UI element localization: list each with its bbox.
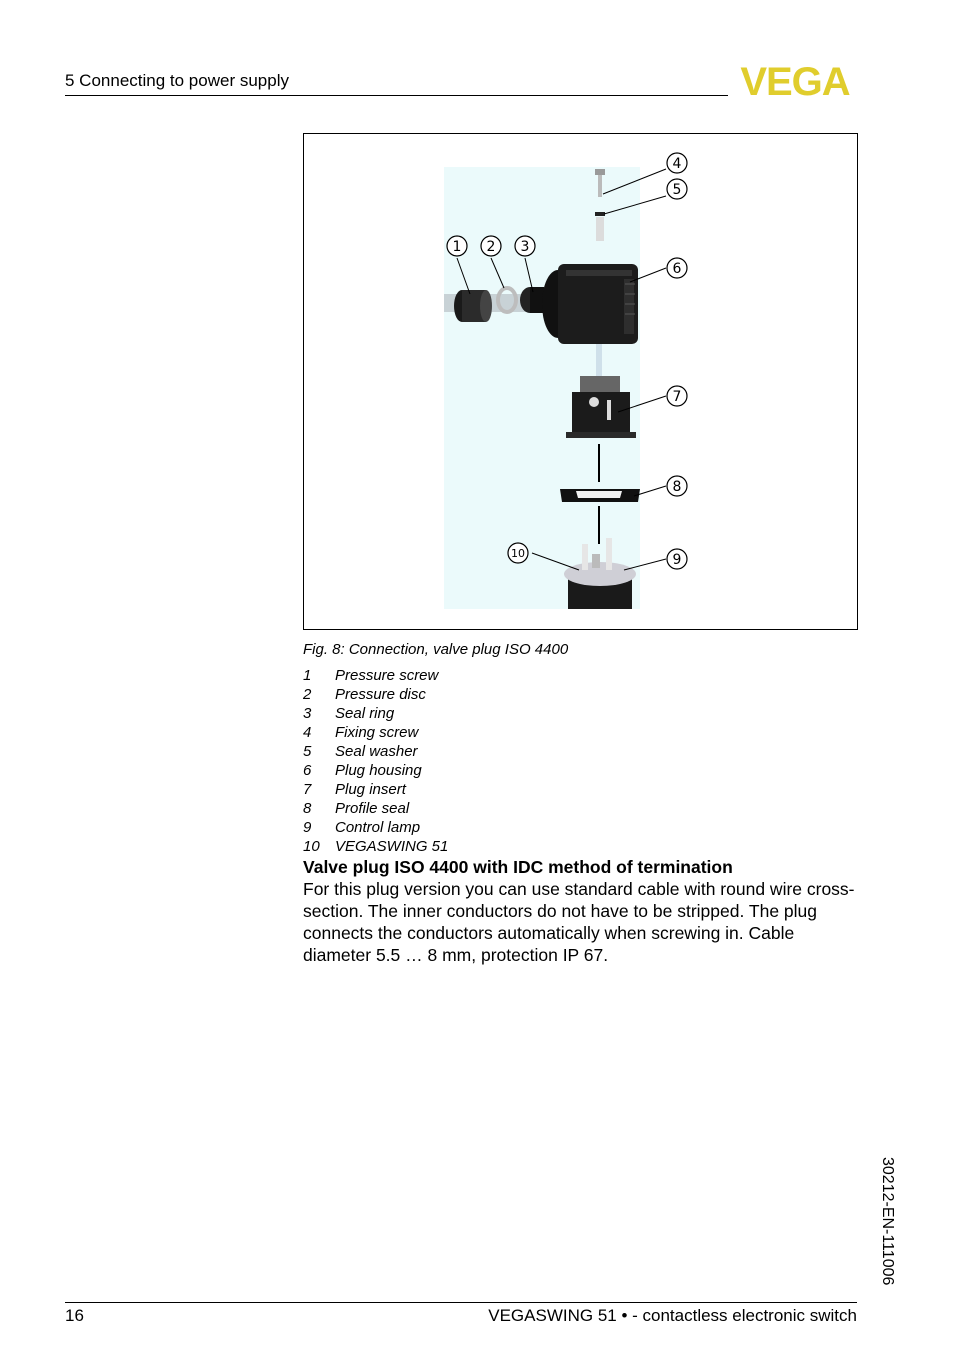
callout-label-10: 10: [511, 547, 525, 560]
legend-number: 10: [303, 838, 320, 855]
callout-label-3: 3: [520, 239, 530, 255]
legend-number: 5: [303, 743, 312, 760]
legend-number: 6: [303, 762, 312, 779]
legend-item: [303, 799, 448, 818]
callout-label-2: 2: [486, 239, 496, 255]
pressure-screw-illustration: [454, 290, 492, 322]
footer-rule: [65, 1302, 857, 1303]
figure-caption: Fig. 8: Connection, valve plug ISO 4400: [303, 641, 569, 658]
callout-label-5: 5: [672, 182, 682, 198]
header-rule: [65, 95, 728, 96]
section-body: For this plug version you can use standard cable with round wire cross-section. The inner conductors do not have to be stripped. The plug connects the conductors automatically when screwing in. Cable diameter 5.5 … 8 mm, protection IP 67.: [303, 879, 855, 965]
section-heading: Valve plug ISO 4400 with IDC method of termination: [303, 857, 733, 877]
callout-label-8: 8: [672, 479, 682, 495]
legend-label: Pressure screw: [335, 667, 439, 684]
legend-item: [303, 761, 448, 780]
figure-legend: [303, 666, 448, 856]
legend-number: 7: [303, 781, 312, 798]
legend-item: [303, 837, 448, 856]
legend-number: 1: [303, 667, 312, 684]
callout-label-6: 6: [672, 261, 682, 277]
legend-number: 3: [303, 705, 312, 722]
running-header: 5 Connecting to power supply: [65, 71, 289, 90]
callout-label-7: 7: [672, 389, 682, 405]
legend-label: Seal washer: [335, 743, 418, 760]
legend-label: Plug insert: [335, 781, 406, 798]
legend-item: [303, 742, 448, 761]
legend-number: 8: [303, 800, 312, 817]
legend-label: Pressure disc: [335, 686, 426, 703]
logo-text: VEGA: [740, 64, 850, 98]
legend-label: VEGASWING 51: [335, 838, 449, 855]
legend-item: [303, 685, 448, 704]
footer-title: VEGASWING 51 • - contactless electronic switch: [488, 1306, 857, 1325]
vega-logo: [733, 64, 858, 98]
plug-housing-illustration: [542, 264, 638, 344]
legend-number: 4: [303, 724, 312, 741]
document-code: 30212-EN-111006: [879, 1157, 896, 1286]
legend-item: [303, 704, 448, 723]
legend-number: 2: [303, 686, 312, 703]
legend-item: [303, 818, 448, 837]
figure-connection-valve-plug: [303, 133, 858, 630]
legend-item: [303, 723, 448, 742]
seal-ring-illustration: [520, 287, 544, 313]
callout-label-1: 1: [452, 239, 462, 255]
page-number: 16: [65, 1306, 84, 1325]
legend-label: Control lamp: [335, 819, 421, 836]
legend-label: Seal ring: [335, 705, 395, 722]
legend-item: [303, 780, 448, 799]
legend-number: 9: [303, 819, 312, 836]
profile-seal-illustration: [560, 489, 640, 502]
legend-label: Fixing screw: [335, 724, 419, 741]
legend-label: Profile seal: [335, 800, 410, 817]
callout-label-4: 4: [672, 156, 682, 172]
callout-label-9: 9: [672, 552, 682, 568]
legend-label: Plug housing: [335, 762, 422, 779]
legend-item: [303, 666, 448, 685]
